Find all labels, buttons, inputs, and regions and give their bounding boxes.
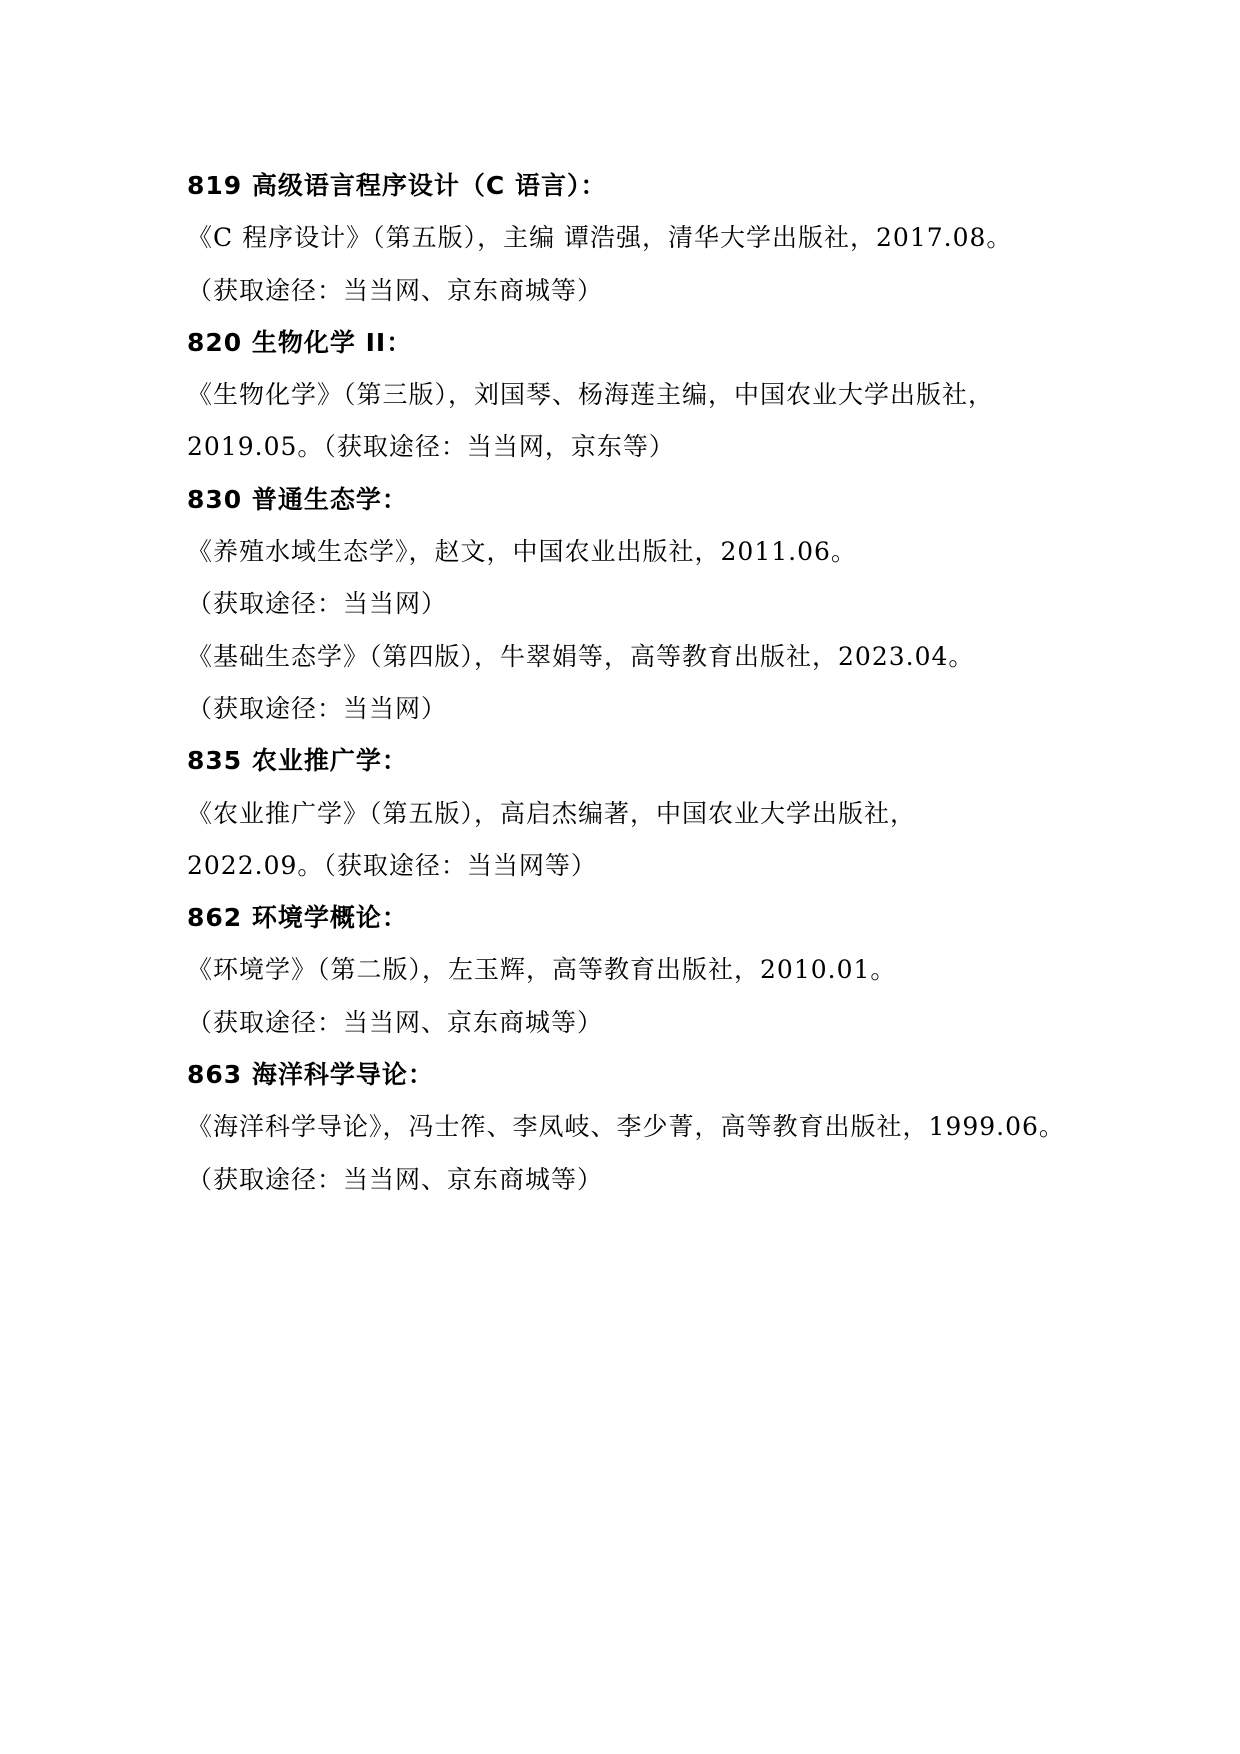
reference-line: 《环境学》（第二版），左玉辉，高等教育出版社，2010.01。 — [187, 955, 897, 985]
subject-heading: 862 环境学概论： — [187, 903, 408, 933]
subject-835-section — [187, 735, 1087, 892]
reference-line: 《基础生态学》（第四版），牛翠娟等，高等教育出版社，2023.04。 — [187, 641, 975, 671]
subject-819-section — [187, 160, 1087, 317]
reference-line: （获取途径：当当网、京东商城等） — [187, 1007, 604, 1037]
reference-line: 《C 程序设计》（第五版），主编 谭浩强，清华大学出版社，2017.08。 — [187, 223, 1013, 253]
reference-line: 《海洋科学导论》，冯士筰、李凤岐、李少菁，高等教育出版社，1999.06。 — [187, 1112, 1065, 1142]
reference-line: 《养殖水域生态学》，赵文，中国农业出版社，2011.06。 — [187, 537, 857, 567]
reference-line: 《生物化学》（第三版），刘国琴、杨海莲主编，中国农业大学出版社， — [187, 380, 995, 410]
subject-heading: 863 海洋科学导论： — [187, 1060, 434, 1090]
reference-line: （获取途径：当当网、京东商城等） — [187, 1164, 604, 1194]
subject-830-section — [187, 474, 1087, 735]
subject-862-section — [187, 892, 1087, 1049]
reference-line: 2019.05。（获取途径：当当网，京东等） — [187, 432, 675, 462]
reference-line: （获取途径：当当网） — [187, 693, 448, 723]
subject-heading: 820 生物化学 II： — [187, 327, 413, 357]
subject-820-section — [187, 317, 1087, 474]
reference-line: （获取途径：当当网、京东商城等） — [187, 275, 604, 305]
subject-863-section — [187, 1049, 1087, 1206]
reference-line: 2022.09。（获取途径：当当网等） — [187, 850, 597, 880]
reference-line: 《农业推广学》（第五版），高启杰编著，中国农业大学出版社， — [187, 798, 917, 828]
subject-heading: 819 高级语言程序设计（C 语言）： — [187, 171, 607, 200]
reference-line: （获取途径：当当网） — [187, 589, 448, 619]
subject-heading: 835 农业推广学： — [187, 746, 408, 776]
subject-heading: 830 普通生态学： — [187, 484, 408, 514]
document-page — [187, 160, 1087, 1206]
